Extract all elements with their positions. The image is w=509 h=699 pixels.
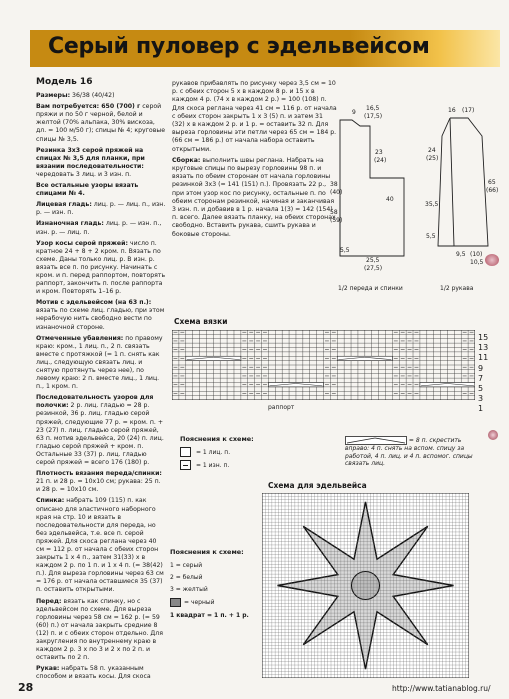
dim-s24: 24 <box>428 147 436 154</box>
purl-symbol-icon <box>180 460 191 470</box>
dim-27-5: (27,5) <box>364 265 383 272</box>
dim-s16: 16 <box>448 107 456 114</box>
legend-square: 1 квадрат = 1 п. + 1 р. <box>170 612 249 619</box>
col2-paragraph <box>172 80 337 154</box>
dim-23: 23 <box>375 149 383 156</box>
legend-purl: = 1 изн. п. <box>196 461 230 469</box>
paragraph-text: 36/38 (40/42) <box>70 92 115 100</box>
dim-s5-5: 5,5 <box>426 233 436 240</box>
dim-24: (24) <box>374 157 387 164</box>
dim-25-5: 25,5 <box>366 257 380 264</box>
row-number: 15 <box>478 333 489 342</box>
paragraph-text: чередовать 3 лиц. и 3 изн. п. <box>36 170 132 178</box>
legend-title: Пояснения к схеме: <box>180 435 254 443</box>
paragraph-text: 21 п. и 28 р. = 10х10 см; рукава: 25 п. и 28 р. = 10х10 см. <box>36 478 161 494</box>
paragraph-text: серой пряжи и по 50 г черной, белой и желтой (70% альпака, 30% вискоза, дл. = 100 м/50 г); спицы № 4; круговые спицы № 3,5. <box>36 103 166 143</box>
col2-paragraph <box>172 157 337 239</box>
legend-stitches <box>180 435 254 473</box>
dim-16-5: 16,5 <box>366 105 380 112</box>
knit-symbol-icon <box>180 447 191 457</box>
paragraph-heading: Плотность вязания переда/спинки: <box>36 470 162 478</box>
black-swatch-icon <box>170 598 181 607</box>
row-number: 3 <box>478 394 484 404</box>
back-caption: 1/2 переда и спинки <box>338 285 403 292</box>
row-number: 9 <box>478 363 484 373</box>
source-url[interactable]: http://www.tatianablog.ru/ <box>392 684 491 693</box>
dim-s65: 65 <box>488 179 496 186</box>
paragraph-heading: Последовательность узоров для полочки: <box>36 394 154 410</box>
dim-40b: 40 <box>386 196 394 203</box>
col1-paragraph <box>36 92 166 100</box>
col1-paragraph <box>36 240 166 297</box>
row-number: 5 <box>478 384 484 394</box>
paragraph-text: лиц. р. — изн. п., изн. р. — лиц. п. <box>36 220 162 236</box>
paragraph-text: число п. кратное 24 + 8 + 2 кром. п. Вязать по схеме. Даны только лиц. р. В изн. р. вязать все п. по рисунку. Начинать с кром. и п. перед раппортом, повторять раппорт, закончить п. после раппорта и кром. Повторять 1–16 р. <box>36 239 166 296</box>
legend-cable-text: = 8 п. скрестить вправо: 4 п. снять на вспом. спицу за работой, 4 п. лиц. и 4 п. вспомог. спицы связать лиц. <box>345 437 473 468</box>
legend-grey: 1 = серый <box>170 562 203 569</box>
paragraph-heading: Мотив с эдельвейсом (на 63 п.): <box>36 299 152 307</box>
dim-38: 38 <box>330 181 338 188</box>
paragraph-text: вязать по схеме лиц. гладью, при этом нерабочую нить свободно вести по изнаночной стороне. <box>36 307 165 331</box>
page-title: Серый пуловер с эдельвейсом <box>48 34 430 59</box>
paragraph-heading: Перед: <box>36 597 62 605</box>
row-number: 11 <box>478 353 489 363</box>
page-number: 28 <box>18 681 34 694</box>
paragraph-text: рукавов прибавлять по рисунку через 3,5 см = 10 р. с обеих сторон 5 х в каждом 8 р. и 15 х в каждом 4 р. (74 х в каждом 2 р.) = 100 (108) п. Для скоса реглана через 41 см = 116 р. от начала с обеих сторон закрыть 1 х 3 (5) п. и затем 31 (32) х в каждом 2 р. и 1 р. = оставить 32 п. Для выреза горловины эти петли через 65 см = 184 р. (66 см = 186 р.) от начала набора оставить открытыми. <box>172 80 337 153</box>
dim-59: (59) <box>330 217 343 224</box>
paragraph-text: 2 р. лиц. гладью = 28 р. резинкой, 36 р. лиц. гладью серой пряжей, следующие 77 р. = кром. п. + 23 (27) п. лиц. гладью серой пряжей, 63 п. мотив эдельвейса, 20 (24) п. лиц. гладью серой пряжей + кром. п. Остальные 33 (37) р. лиц. гладью серой пряжей = всего 176 (180) р. <box>36 402 164 467</box>
col1-paragraph <box>36 201 166 217</box>
row-number: 1 <box>478 404 484 414</box>
pattern-title: Схема вязки <box>174 317 228 326</box>
paragraph-text: набрать 109 (115) п. как описано для эластичного наборного края на стр. 10 и вязать в последовательности для переда, но без эдельвейса, т.е. все п. серой пряжей. Для скоса реглана через 40 см = 112 р. от начала с обеих сторон закрыть 1 х 4 п., затем 31(33) х в каждом 2 р. по 1 п. и 1 х 4 п. (= 38(42) п.). Для выреза горловины через 63 см = 176 р. от начала оставшиеся 35 (37) п. оставить открытыми. <box>36 497 164 594</box>
dim-s66: (66) <box>486 187 499 194</box>
row-number: 13 <box>478 343 489 353</box>
instructions-column-middle <box>172 80 337 242</box>
dim-s10: (10) <box>470 251 483 258</box>
paragraph-heading: Размеры: <box>36 92 71 100</box>
row-number: 7 <box>478 373 484 383</box>
col1-paragraph <box>36 394 166 467</box>
dim-9: 9 <box>352 109 356 116</box>
paragraph-heading: Рукав: <box>36 665 60 673</box>
edelweiss-chart <box>262 493 469 678</box>
col1-paragraph <box>36 598 166 663</box>
paragraph-heading: Спинка: <box>36 497 65 505</box>
col1-paragraph <box>36 497 166 594</box>
repeat-label: раппорт <box>268 404 295 411</box>
legend-black: = черный <box>184 599 215 606</box>
paragraph-heading: Вам потребуется: 650 (700) г <box>36 103 141 111</box>
col1-paragraph <box>36 182 166 198</box>
row-numbers <box>478 333 488 415</box>
garment-schematic <box>330 96 500 286</box>
legend2-title: Пояснения к схеме: <box>170 548 244 556</box>
dim-17-5: (17,5) <box>364 113 383 120</box>
col1-paragraph <box>36 335 166 392</box>
paragraph-heading: Узор косы серой пряжей: <box>36 239 128 247</box>
legend-knit: = 1 лиц. п. <box>196 448 231 456</box>
flower-decoration <box>485 254 499 266</box>
col1-paragraph <box>36 147 166 179</box>
paragraph-heading: Все остальные узоры вязать спицами № 4. <box>36 182 139 198</box>
legend-yellow: 3 = желтый <box>170 586 208 593</box>
instructions-column-left <box>36 78 166 684</box>
dim-s35-5: 35,5 <box>425 201 439 208</box>
dim-s10-5: 10,5 <box>470 259 484 266</box>
paragraph-text: лиц. р. — лиц. п., изн. р. — изн. п. <box>36 201 166 217</box>
dim-5-5: 5,5 <box>340 247 350 254</box>
paragraph-heading: Изнаночная гладь: <box>36 220 104 228</box>
dim-58: 58 <box>330 209 338 216</box>
legend-colors <box>170 548 249 624</box>
paragraph-text: вязать как спинку, но с эдельвейсом по схеме. Для выреза горловины через 58 см = 162 р. (= 59 (60) п.) от начала закрыть средние 8 (12) п. и с обеих сторон отдельно. Для закругления по внутреннему краю в каждом 2 р. 3 х по 3 и 2 х по 2 п. и оставить по 2 п. <box>36 597 163 662</box>
paragraph-text: набрать 58 п. указанным способом и вязать косы. Для скоса <box>36 665 151 681</box>
col1-paragraph <box>36 103 166 143</box>
sleeve-caption: 1/2 рукава <box>440 285 474 292</box>
col1-paragraph <box>36 470 166 494</box>
col1-paragraph <box>36 665 166 681</box>
cable-symbol-icon <box>345 436 407 445</box>
col1-paragraph <box>36 299 166 331</box>
paragraph-heading: Лицевая гладь: <box>36 201 92 209</box>
paragraph-heading: Резинка 3х3 серой пряжей на спицах № 3,5 для планки, при вязании последовательности: <box>36 146 145 170</box>
paragraph-text: выполнить швы реглана. Набрать на круговые спицы по вырезу горловины 98 п. и вязать по обеим сторонам от начала горловины резинкой 3х3 (= 141 (151) п.). Провязать 22 р., при этом узор кос по рисунку, остальные п. по обеим сторонам резинкой, начиная и заканчивая 3 изн. п. и добавив в 1 р. начала 1(3) = 142 (154) п. всего. Далее вязать планку, на обеих сторонах свободно. Вставить рукава, сшить рукава и боковые стороны. <box>172 156 336 238</box>
dim-s25: (25) <box>426 155 439 162</box>
paragraph-heading: Отмеченные убавления: <box>36 334 124 342</box>
paragraph-text: по правому краю: кром., 1 лиц. п., 2 п. связать вместе с протяжкой (= 1 п. снять как лиц., следующую связать лиц. и снятую протянуть через нее), по левому краю: 2 п. вместе лиц., 1 лиц. п., 1 кром. п. <box>36 334 163 391</box>
dim-s17: (17) <box>462 107 475 114</box>
flower-decoration-small <box>488 430 498 440</box>
model-heading: Модель 16 <box>36 77 93 87</box>
edelweiss-title: Схема для эдельвейса <box>268 481 367 490</box>
col1-paragraph <box>36 220 166 236</box>
knitting-chart <box>172 330 475 400</box>
dim-40: (40) <box>330 189 343 196</box>
dim-s9-5: 9,5 <box>456 251 466 258</box>
legend-white: 2 = белый <box>170 574 203 581</box>
legend-cable <box>345 436 480 468</box>
paragraph-heading: Сборка: <box>172 156 201 164</box>
